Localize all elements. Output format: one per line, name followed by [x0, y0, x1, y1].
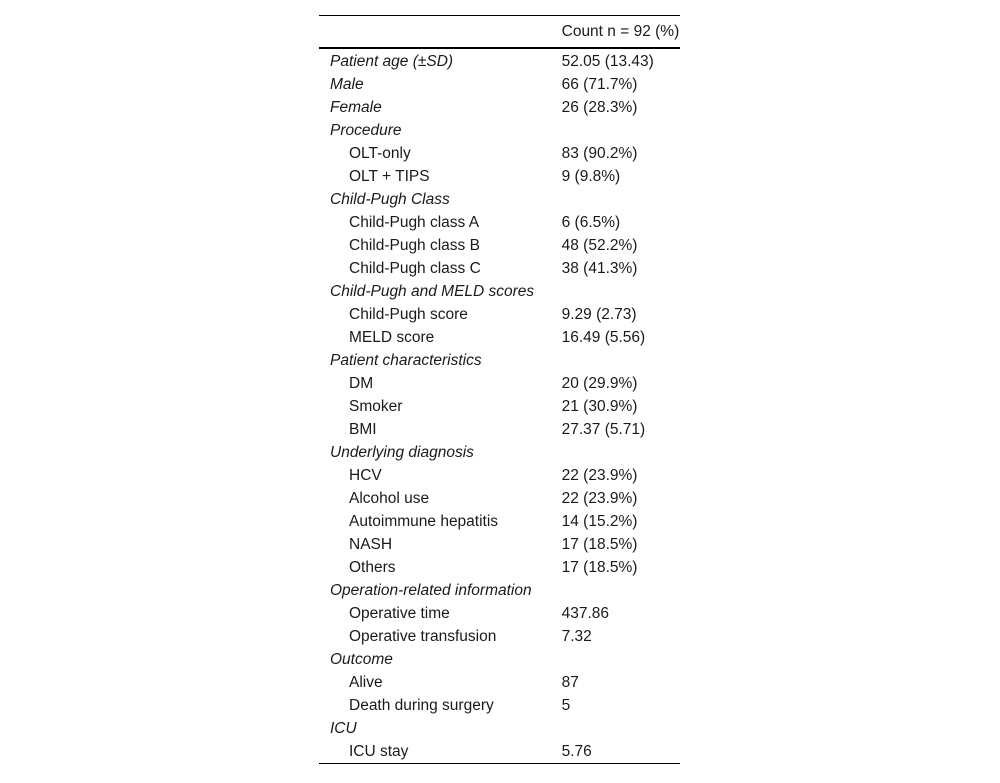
- table-row: [319, 556, 680, 579]
- section-label-outcome: Outcome: [330, 651, 393, 668]
- row-label-operative-transfusion: Operative transfusion: [349, 628, 497, 645]
- row-value: 5.76: [561, 743, 592, 760]
- row-label-hcv: HCV: [349, 467, 382, 484]
- row-label-alive: Alive: [349, 674, 383, 691]
- table-row: [319, 740, 680, 764]
- section-row: [319, 441, 680, 464]
- table-row: [319, 257, 680, 280]
- table-row: [319, 418, 680, 441]
- section-label-underlying-diagnosis: Underlying diagnosis: [330, 444, 474, 461]
- table-row: [319, 671, 680, 694]
- table-row: [319, 372, 680, 395]
- section-row: [319, 648, 680, 671]
- section-label-child-pugh-class: Child-Pugh Class: [330, 191, 450, 208]
- header-label-cell: [319, 16, 562, 49]
- row-value: 52.05 (13.43): [561, 53, 654, 70]
- row-label-alcohol-use: Alcohol use: [349, 490, 430, 507]
- table-row: [319, 395, 680, 418]
- row-value: 5: [561, 697, 571, 714]
- row-value: 87: [561, 674, 579, 691]
- row-label-child-pugh-a: Child-Pugh class A: [349, 214, 480, 231]
- section-row: [319, 717, 680, 740]
- table-row: [319, 533, 680, 556]
- table-body: [319, 48, 680, 764]
- table-row: [319, 510, 680, 533]
- row-label-nash: NASH: [349, 536, 393, 553]
- row-value: 66 (71.7%): [561, 76, 638, 93]
- row-value: 6 (6.5%): [561, 214, 621, 231]
- table-row: [319, 96, 680, 119]
- row-label-operative-time: Operative time: [349, 605, 450, 622]
- table-row: [319, 303, 680, 326]
- row-value: 437.86: [561, 605, 610, 622]
- row-label-male: Male: [330, 76, 364, 93]
- row-value: 14 (15.2%): [561, 513, 638, 530]
- patient-characteristics-table: [319, 15, 680, 764]
- row-label-icu-stay: ICU stay: [349, 743, 409, 760]
- section-label-patient-characteristics: Patient characteristics: [330, 352, 482, 369]
- section-label-operation-info: Operation-related information: [330, 582, 532, 599]
- row-value: 16.49 (5.56): [561, 329, 646, 346]
- row-value: 9.29 (2.73): [561, 306, 637, 323]
- row-value: 7.32: [561, 628, 592, 645]
- header-count-cell: Count n = 92 (%): [561, 23, 680, 40]
- row-value: [562, 349, 680, 372]
- row-value: 22 (23.9%): [561, 467, 638, 484]
- row-value: 38 (41.3%): [561, 260, 638, 277]
- table-row: [319, 694, 680, 717]
- table-row: [319, 48, 680, 73]
- row-value: [562, 648, 680, 671]
- section-row: [319, 188, 680, 211]
- row-value: [562, 441, 680, 464]
- row-value: 17 (18.5%): [561, 536, 638, 553]
- row-label-death-during-surgery: Death during surgery: [349, 697, 494, 714]
- row-label-child-pugh-b: Child-Pugh class B: [349, 237, 480, 254]
- table-row: [319, 487, 680, 510]
- row-value: 22 (23.9%): [561, 490, 638, 507]
- row-label-female: Female: [330, 99, 382, 116]
- row-value: [562, 717, 680, 740]
- row-label-olt-only: OLT-only: [349, 145, 411, 162]
- row-value: 27.37 (5.71): [561, 421, 646, 438]
- table-row: [319, 602, 680, 625]
- row-label-meld-score: MELD score: [349, 329, 435, 346]
- table-header: [319, 16, 680, 49]
- section-row: [319, 119, 680, 142]
- row-value: 21 (30.9%): [561, 398, 638, 415]
- table-row: [319, 464, 680, 487]
- row-label-bmi: BMI: [349, 421, 377, 438]
- row-value: [562, 119, 680, 142]
- row-value: [562, 188, 680, 211]
- table-row: [319, 165, 680, 188]
- row-value: 17 (18.5%): [561, 559, 638, 576]
- table-row: [319, 211, 680, 234]
- row-label-patient-age: Patient age (±SD): [330, 53, 454, 70]
- row-value: [562, 579, 680, 602]
- table-row: [319, 142, 680, 165]
- row-value: 26 (28.3%): [561, 99, 638, 116]
- row-label-others: Others: [349, 559, 396, 576]
- table-row: [319, 234, 680, 257]
- section-row: [319, 280, 680, 303]
- table-row: [319, 326, 680, 349]
- table-row: [319, 73, 680, 96]
- section-row: [319, 579, 680, 602]
- row-value: 48 (52.2%): [561, 237, 638, 254]
- header-row: [319, 16, 680, 49]
- row-value: 83 (90.2%): [561, 145, 638, 162]
- table-row: [319, 625, 680, 648]
- row-label-child-pugh-c: Child-Pugh class C: [349, 260, 481, 277]
- row-label-olt-tips: OLT + TIPS: [349, 168, 430, 185]
- section-label-procedure: Procedure: [330, 122, 402, 139]
- row-label-autoimmune-hepatitis: Autoimmune hepatitis: [349, 513, 499, 530]
- section-label-icu: ICU: [330, 720, 357, 737]
- row-value: 9 (9.8%): [561, 168, 621, 185]
- section-row: [319, 349, 680, 372]
- row-label-smoker: Smoker: [349, 398, 403, 415]
- section-label-scores: Child-Pugh and MELD scores: [330, 283, 535, 300]
- row-value: 20 (29.9%): [561, 375, 638, 392]
- row-label-dm: DM: [349, 375, 374, 392]
- row-label-child-pugh-score: Child-Pugh score: [349, 306, 468, 323]
- patient-characteristics-table-container: [319, 15, 680, 764]
- row-value: [562, 280, 680, 303]
